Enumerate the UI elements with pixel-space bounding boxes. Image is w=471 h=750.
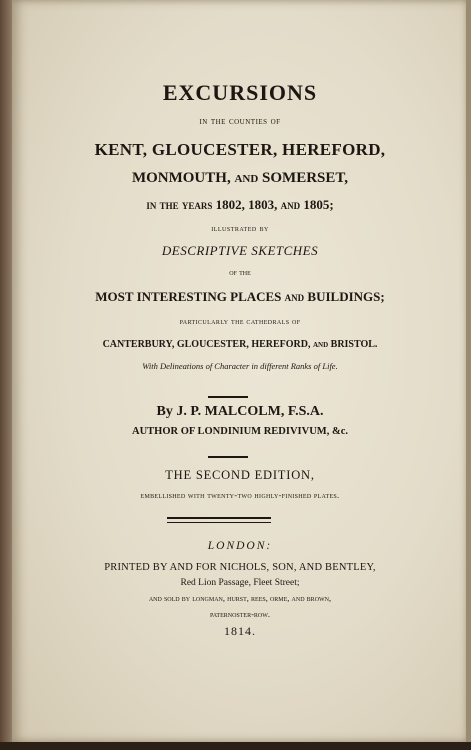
cathedrals-intro-line: particularly the cathedrals of [179, 316, 301, 326]
counties-line-2: MONMOUTH, and SOMERSET, [131, 170, 349, 186]
imprint-sellers-line: and sold by longman, hurst, rees, orme, and brown, [148, 593, 332, 603]
book-edge-bottom [0, 742, 471, 750]
imprint-city: LONDON: [207, 540, 273, 552]
years-line: in the years 1802, 1803, and 1805; [146, 197, 334, 212]
descriptive-sketches-line: DESCRIPTIVE SKETCHES [161, 243, 319, 258]
illustrated-by-line: illustrated by [211, 223, 269, 233]
of-the-line: of the [229, 267, 251, 277]
double-rule [167, 517, 271, 523]
page-edge-right [466, 0, 471, 750]
title-page [12, 0, 468, 742]
counties-line-1: KENT, GLOUCESTER, HEREFORD, [94, 140, 386, 159]
imprint-street-line: paternoster-row. [209, 609, 271, 619]
divider-rule [208, 396, 248, 398]
divider-rule [208, 456, 248, 458]
delineations-line: With Delineations of Character in different Ranks of Life. [142, 361, 338, 371]
author-credentials-line: AUTHOR OF LONDINIUM REDIVIVUM, &c. [131, 426, 349, 437]
subtitle-line: in the counties of [199, 116, 281, 127]
edition-line: THE SECOND EDITION, [165, 468, 315, 482]
cathedrals-line: CANTERBURY, GLOUCESTER, HEREFORD, and BRISTOL. [102, 339, 378, 350]
embellished-line: embellished with twenty-two highly-finished plates. [140, 490, 340, 500]
book-title: EXCURSIONS [162, 80, 318, 105]
places-line: MOST INTERESTING PLACES and BUILDINGS; [95, 289, 385, 304]
imprint-year: 1814. [224, 624, 256, 638]
imprint-printer-line: PRINTED BY AND FOR NICHOLS, SON, AND BENTLEY, [104, 562, 376, 573]
imprint-address-line: Red Lion Passage, Fleet Street; [180, 578, 300, 588]
author-line: By J. P. MALCOLM, F.S.A. [156, 404, 324, 419]
